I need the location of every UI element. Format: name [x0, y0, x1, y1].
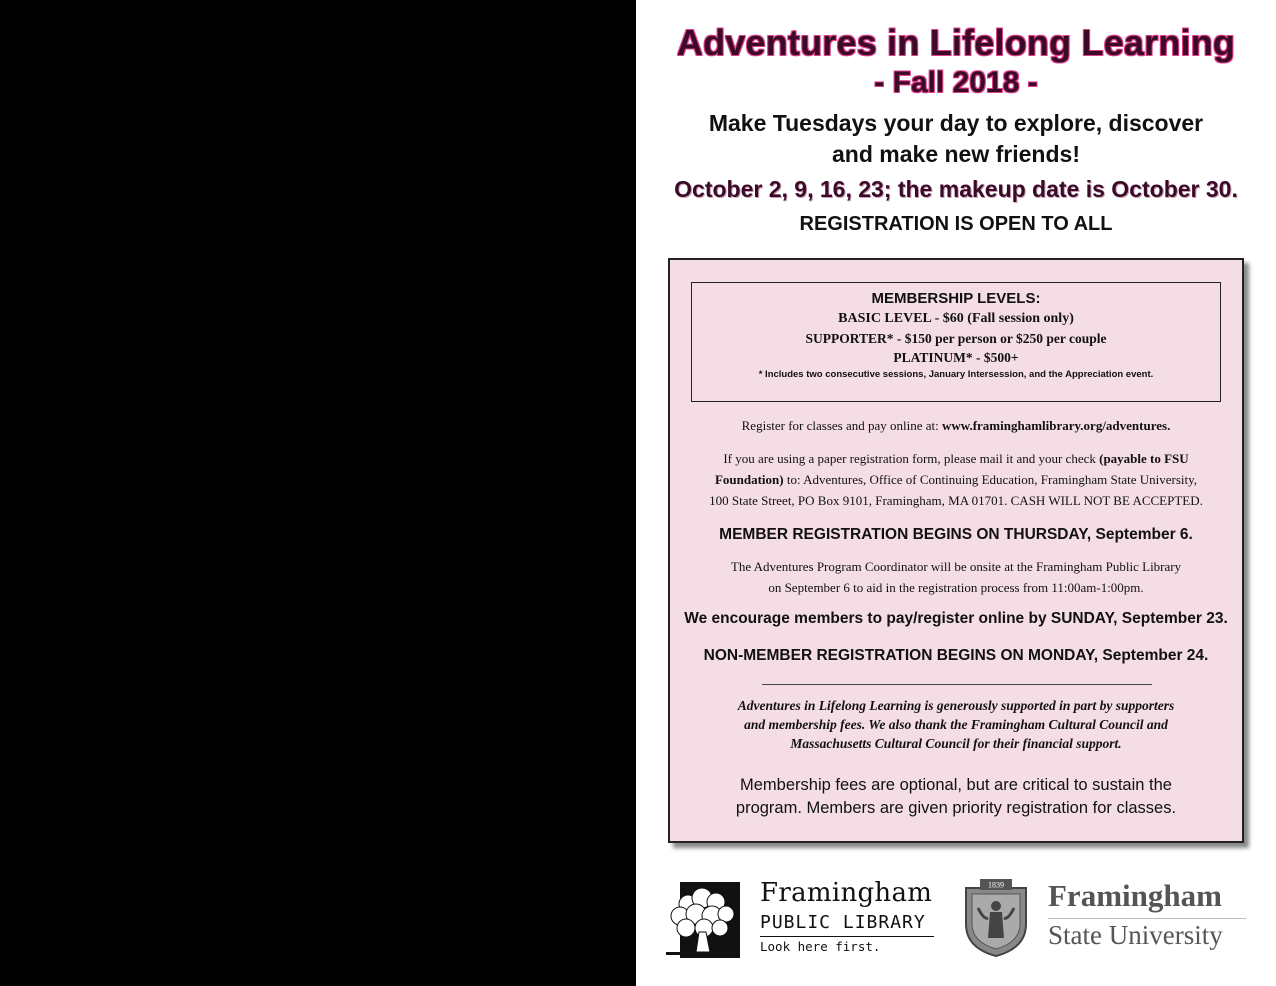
paper-line-1 — [680, 448, 1232, 469]
platinum-level: PLATINUM* - $500+ — [893, 350, 1019, 365]
flyer-page — [636, 0, 1276, 986]
university-name: Framingham — [1048, 878, 1222, 913]
coordinator-line-1: The Adventures Program Coordinator will be onsite at the Framingham Public Library — [730, 559, 1182, 574]
basic-level: BASIC LEVEL - $60 (Fall session only) — [838, 311, 1074, 326]
membership-levels-box — [691, 282, 1221, 402]
library-name: Framingham — [760, 878, 933, 908]
library-tree-logo-icon — [666, 882, 740, 958]
support-acknowledgement — [680, 696, 1232, 753]
sponsor-logos — [636, 872, 1276, 962]
university-logo-divider — [1048, 918, 1246, 919]
registration-open-heading: REGISTRATION IS OPEN TO ALL — [799, 213, 1113, 235]
register-online-prefix: Register for classes and pay online at: — [741, 418, 942, 433]
info-box — [668, 258, 1244, 843]
paper-line-2-text: to: Adventures, Office of Continuing Education, Framingham State University, — [783, 472, 1198, 487]
paper-line-2-bold: Foundation) — [714, 472, 784, 487]
session-dates: October 2, 9, 16, 23; the makeup date is October 30. — [674, 176, 1238, 202]
library-tagline: Look here first. — [760, 939, 881, 954]
nonmember-registration-date: NON-MEMBER REGISTRATION BEGINS ON MONDAY, September 24. — [703, 647, 1209, 664]
session-subtitle: - Fall 2018 - — [874, 66, 1038, 99]
tagline-line-1: Make Tuesdays your day to explore, discover — [708, 110, 1204, 136]
support-line-1: Adventures in Lifelong Learning is generously supported in part by supporters — [737, 698, 1175, 713]
coordinator-line-2: on September 6 to aid in the registration process from 11:00am-1:00pm. — [768, 580, 1144, 595]
optional-line-2: program. Members are given priority registration for classes. — [735, 799, 1177, 817]
member-registration-date: MEMBER REGISTRATION BEGINS ON THURSDAY, September 6. — [719, 526, 1193, 543]
register-online-link[interactable]: www.framinghamlibrary.org/adventures. — [942, 418, 1171, 433]
black-margin-panel — [0, 0, 636, 986]
university-seal-icon — [962, 878, 1030, 958]
support-line-3: Massachusetts Cultural Council for their financial support. — [790, 736, 1122, 751]
paper-line-1-bold: (payable to FSU — [1099, 451, 1189, 466]
page-title: Adventures in Lifelong Learning — [676, 22, 1236, 63]
tagline — [636, 108, 1276, 170]
paper-line-1-text: If you are using a paper registration form, please mail it and your check — [723, 451, 1100, 466]
divider — [762, 684, 1152, 685]
library-subtitle: PUBLIC LIBRARY — [760, 912, 926, 933]
online-registration-reminder: We encourage members to pay/register online by SUNDAY, September 23. — [684, 610, 1228, 627]
supporter-level: SUPPORTER* - $150 per person or $250 per couple — [805, 331, 1107, 346]
register-online-text — [670, 418, 1242, 434]
membership-heading: MEMBERSHIP LEVELS: — [871, 290, 1041, 307]
support-line-2: and membership fees. We also thank the Framingham Cultural Council and — [744, 717, 1168, 732]
paper-line-2 — [680, 469, 1232, 490]
university-seal-year: 1839 — [988, 880, 1004, 890]
optional-fees-note — [690, 774, 1222, 820]
university-subtitle: State University — [1048, 920, 1223, 950]
paper-line-3: 100 State Street, PO Box 9101, Framingham, MA 01701. CASH WILL NOT BE ACCEPTED. — [709, 493, 1203, 508]
library-logo-divider — [760, 936, 934, 937]
membership-note: * Includes two consecutive sessions, January Intersession, and the Appreciation event. — [758, 369, 1154, 380]
coordinator-note — [670, 556, 1242, 598]
optional-line-1: Membership fees are optional, but are critical to sustain the — [740, 776, 1172, 794]
tagline-line-2: and make new friends! — [832, 141, 1080, 167]
paper-registration-text — [680, 448, 1232, 511]
